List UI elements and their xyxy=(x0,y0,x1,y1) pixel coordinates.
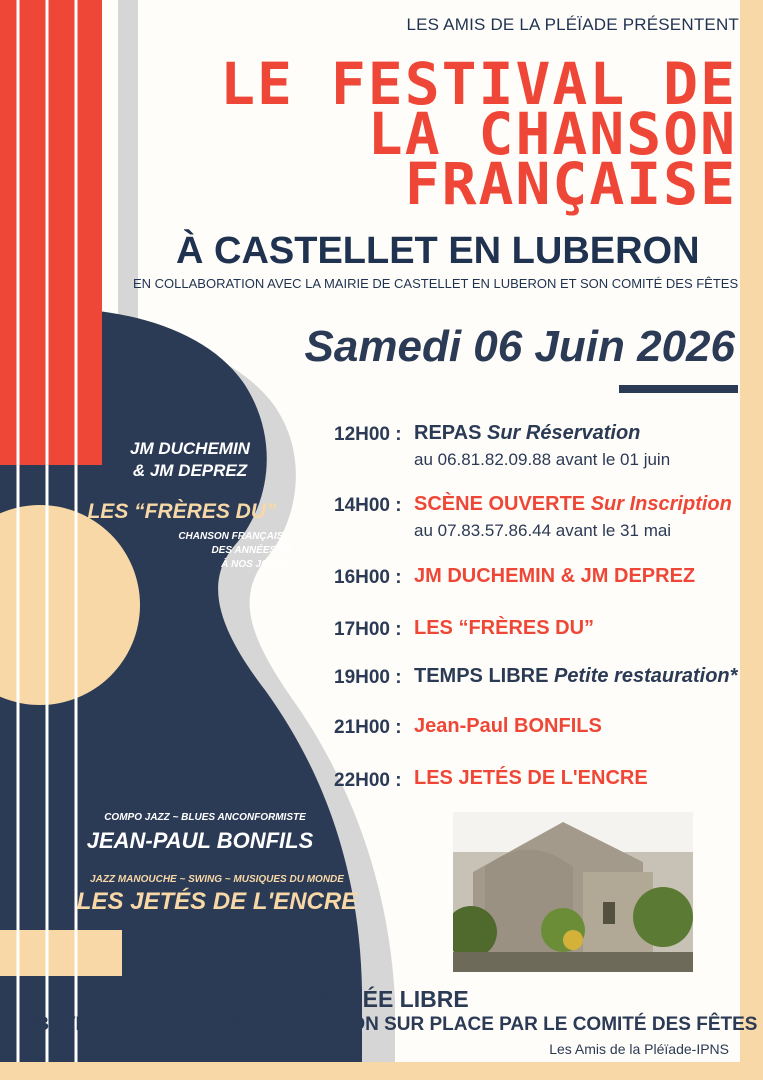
program-note: Petite restauration* xyxy=(554,665,738,687)
program-title: JM DUCHEMIN & JM DEPREZ xyxy=(414,565,696,587)
credit-line: Les Amis de la Pléïade-IPNS xyxy=(549,1041,729,1057)
festival-title-line-2: LA CHANSON xyxy=(367,100,737,168)
artist-line-2: & JM DEPREZ xyxy=(132,461,248,480)
program-time: 14H00 : xyxy=(334,495,402,516)
program-title xyxy=(414,422,640,445)
program-title-text: TEMPS LIBRE xyxy=(414,665,549,687)
program-note: Sur Inscription xyxy=(590,493,732,515)
program-title: LES JETÉS DE L'ENCRE xyxy=(414,767,648,789)
program-detail: au 07.83.57.86.44 avant le 31 mai xyxy=(414,521,672,540)
program-title-text: SCÈNE OUVERTE xyxy=(414,493,586,515)
description-line: CHANSON FRANÇAISE xyxy=(178,531,290,542)
program-title xyxy=(414,493,732,516)
description-line: À NOS JOURS xyxy=(221,559,290,570)
program-title: LES “FRÈRES DU” xyxy=(414,617,595,639)
collaboration-line: EN COLLABORATION AVEC LA MAIRIE DE CASTELLET EN LUBERON ET SON COMITÉ DES FÊTES xyxy=(133,276,739,291)
program-title-text: REPAS xyxy=(414,422,482,444)
program-time: 22H00 : xyxy=(334,770,402,791)
presents-line: LES AMIS DE LA PLÉÏADE PRÉSENTENT xyxy=(406,15,739,34)
group-jetes-de-l-encre: LES JETÉS DE L'ENCRE xyxy=(76,888,358,915)
program-time: 16H00 : xyxy=(334,567,402,588)
artist-bonfils-description: COMPO JAZZ ~ BLUES ANCONFORMISTE xyxy=(104,812,306,823)
group-freres-du-description xyxy=(115,530,290,572)
program-title xyxy=(414,665,737,688)
location-heading: À CASTELLET EN LUBERON xyxy=(176,230,700,272)
program-note: Sur Réservation xyxy=(486,422,641,444)
refreshment-note: *BUVETTE ET PETITE RESTAURATION SUR PLACE PAR LE COMITÉ DES FÊTES xyxy=(28,1014,758,1035)
artist-bonfils: JEAN-PAUL BONFILS xyxy=(86,828,314,853)
program-title: Jean-Paul BONFILS xyxy=(414,715,602,737)
event-date: Samedi 06 Juin 2026 xyxy=(304,322,735,371)
date-underline xyxy=(619,385,738,393)
artist-duchemin-deprez xyxy=(110,438,270,482)
free-entry: ENTRÉE LIBRE xyxy=(300,986,469,1012)
artist-line-1: JM DUCHEMIN xyxy=(130,439,250,458)
village-church-photo xyxy=(453,812,693,972)
festival-title-line-3: FRANÇAISE xyxy=(404,150,737,218)
program-time: 19H00 : xyxy=(334,667,402,688)
program-detail: au 06.81.82.09.88 avant le 01 juin xyxy=(414,450,671,469)
description-line: DES ANNÉES 50 xyxy=(211,545,290,556)
guitar-neck xyxy=(0,0,102,465)
program-time: 17H00 : xyxy=(334,619,402,640)
group-freres-du: LES “FRÈRES DU” xyxy=(87,500,277,523)
group-jetes-description: JAZZ MANOUCHE ~ SWING ~ MUSIQUES DU MONDE xyxy=(90,874,344,885)
program-time: 12H00 : xyxy=(334,424,402,445)
program-time: 21H00 : xyxy=(334,717,402,738)
festival-title-line-1: LE FESTIVAL DE xyxy=(220,50,737,118)
